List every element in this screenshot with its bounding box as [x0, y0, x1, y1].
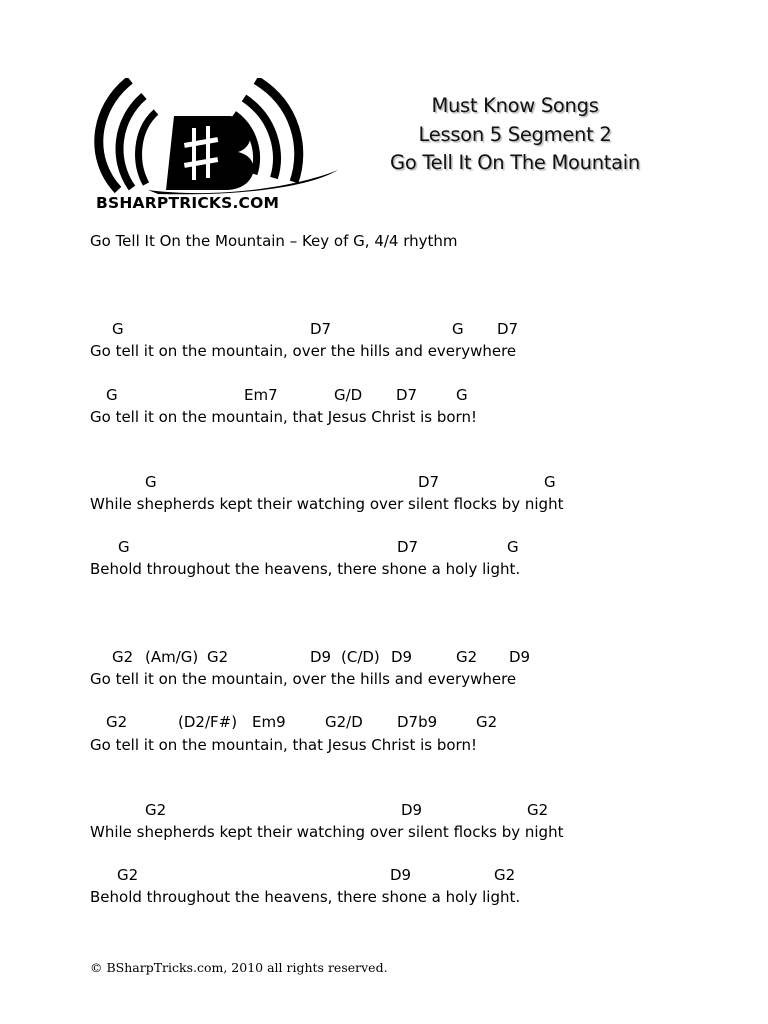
chord: D9: [390, 866, 412, 884]
chord: G: [544, 473, 556, 491]
title-line-3: Go Tell It On The Mountain: [390, 151, 640, 174]
chord: G: [118, 538, 130, 556]
chord: G2: [494, 866, 516, 884]
chord: G2: [476, 713, 498, 731]
title-line-2: Lesson 5 Segment 2: [418, 122, 612, 146]
logo-text: BSHARPTRICKS.COM: [96, 194, 280, 212]
chord: G2: [106, 713, 128, 731]
chord: (D2/F#): [178, 713, 238, 731]
title-line-1: Must Know Songs: [431, 94, 599, 117]
copyright-footer: © BSharpTricks.com, 2010 all rights reserved.: [90, 960, 388, 975]
chord: G2: [117, 866, 139, 884]
lyric-line: Go tell it on the mountain, over the hills and everywhere: [90, 342, 517, 360]
lyric-line: Behold throughout the heavens, there shone a holy light.: [90, 888, 521, 906]
lyric-line: While shepherds kept their watching over silent flocks by night: [90, 495, 564, 513]
chord: D9: [310, 648, 332, 666]
chord: D7: [418, 473, 440, 491]
chord: D9: [401, 801, 423, 819]
chord: G: [452, 320, 464, 338]
chord: D7: [397, 538, 419, 556]
chord: D9: [509, 648, 531, 666]
chord: (Am/G): [145, 648, 199, 666]
song-subtitle: Go Tell It On the Mountain – Key of G, 4/4 rhythm: [90, 232, 458, 250]
lyric-line: Go tell it on the mountain, that Jesus Christ is born!: [90, 736, 477, 754]
chord: G2: [456, 648, 478, 666]
lyric-line: While shepherds kept their watching over silent flocks by night: [90, 823, 564, 841]
chord: D7: [396, 386, 418, 404]
chord: D7: [497, 320, 519, 338]
chord: G2: [112, 648, 134, 666]
chord: G2: [145, 801, 167, 819]
chord: G2: [207, 648, 229, 666]
chord: D9: [391, 648, 413, 666]
chord: D7: [310, 320, 332, 338]
lyric-line: Go tell it on the mountain, that Jesus Christ is born!: [90, 408, 477, 426]
chord: G: [112, 320, 124, 338]
chord: G2/D: [325, 713, 363, 731]
chord: G: [507, 538, 519, 556]
logo: [88, 78, 340, 218]
b-sharp-icon: [88, 78, 340, 196]
lyric-line: Behold throughout the heavens, there shone a holy light.: [90, 560, 521, 578]
chord: G: [106, 386, 118, 404]
lyric-line: Go tell it on the mountain, over the hills and everywhere: [90, 670, 517, 688]
chord: G: [145, 473, 157, 491]
title-block: [362, 92, 668, 178]
chord: G2: [527, 801, 549, 819]
chord: Em9: [252, 713, 286, 731]
chord: G/D: [334, 386, 363, 404]
chord: Em7: [244, 386, 278, 404]
chord: (C/D): [341, 648, 380, 666]
chord: G: [456, 386, 468, 404]
chord: D7b9: [397, 713, 438, 731]
